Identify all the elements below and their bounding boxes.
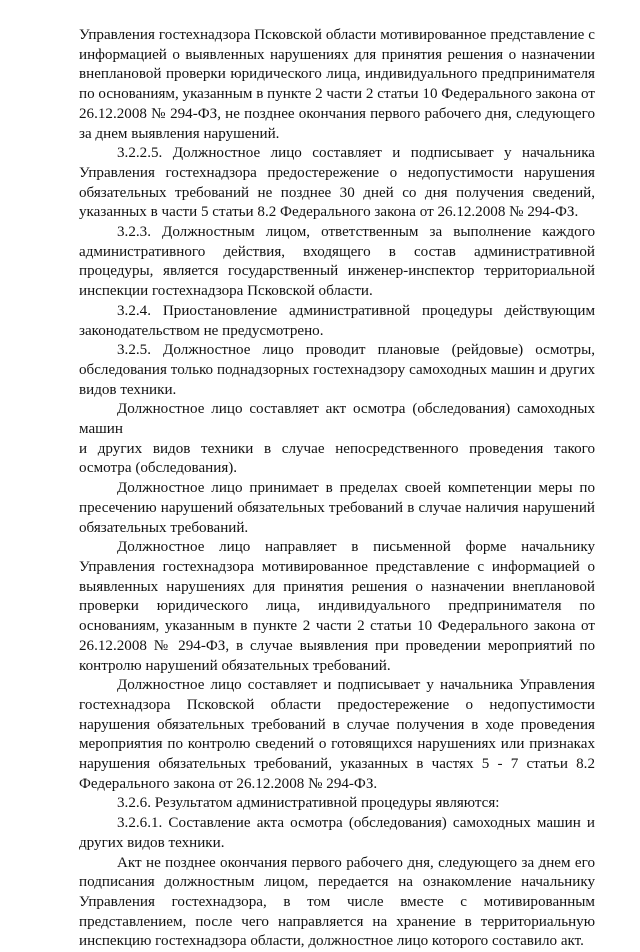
paragraph-4: 3.2.4. Приостановление административной процедуры действующим законодательством не предусмотрено.: [79, 302, 595, 339]
paragraph-10: Должностное лицо составляет и подписывает у начальника Управления гостехнадзора Псковской области предостережение о недопустимости нарушения обязательных требований в случае получения в ходе проведения мероприятия по контролю сведений о готовящихся нарушениях или признаках нарушения обязательных требований, указанных в частях 5 - 7 статьи 8.2 Федерального закона от 26.12.2008 № 294-ФЗ.: [79, 677, 595, 792]
paragraph-8: Должностное лицо принимает в пределах своей компетенции меры по пресечению нарушений обязательных требований в случае наличия нарушений обязательных требований.: [79, 480, 595, 536]
paragraph-9: Должностное лицо направляет в письменной форме начальнику Управления гостехнадзора мотивированное представление с информацией о выявленных нарушениях для принятия решения о назначении внеплановой проверки юридического лица, индивидуального предпринимателя по основаниям, указанным в пункте 2 части 2 статьи 10 Федерального закона от 26.12.2008 № 294-ФЗ, в случае выявления при проведении мероприятий по контролю нарушений обязательных требований.: [79, 539, 595, 674]
paragraph-7: и других видов техники в случае непосредственного проведения такого осмотра (обследования).: [79, 440, 595, 477]
document-page: [79, 26, 595, 952]
paragraph-6: Должностное лицо составляет акт осмотра (обследования) самоходных машин: [79, 401, 595, 438]
paragraph-3: 3.2.3. Должностным лицом, ответственным за выполнение каждого административного действия, входящего в состав административной процедуры, является государственный инженер-инспектор территориальной инспекции гостехнадзора Псковской области.: [79, 224, 595, 300]
paragraph-11: 3.2.6. Результатом административной процедуры являются:: [117, 795, 500, 812]
paragraph-2: 3.2.2.5. Должностное лицо составляет и подписывает у начальника Управления гостехнадзора предостережение о недопустимости нарушения обязательных требований не позднее 30 дней со дня получения сведений, указанных в части 5 статьи 8.2 Федерального закона от 26.12.2008 № 294-ФЗ.: [79, 145, 595, 221]
paragraph-13: Акт не позднее окончания первого рабочего дня, следующего за днем его подписания должностным лицом, передается на ознакомление начальнику Управления гостехнадзора, в том числе вместе с мотивированным представлением, после чего направляется на хранение в территориальную инспекцию гостехнадзора области, должностное лицо которого составило акт.: [79, 854, 595, 950]
paragraph-5: 3.2.5. Должностное лицо проводит плановые (рейдовые) осмотры, обследования только поднадзорных гостехнадзору самоходных машин и других видов техники.: [79, 342, 595, 398]
paragraph-1: Управления гостехнадзора Псковской области мотивированное представление с информацией о выявленных нарушениях для принятия решения о назначении внеплановой проверки юридического лица, индивидуального предпринимателя по основаниям, указанным в пункте 2 части 2 статьи 10 Федерального закона от 26.12.2008 № 294-ФЗ, не позднее окончания первого рабочего дня, следующего за днем выявления нарушений.: [79, 27, 595, 142]
paragraph-12: 3.2.6.1. Составление акта осмотра (обследования) самоходных машин и других видов техники.: [79, 815, 595, 851]
